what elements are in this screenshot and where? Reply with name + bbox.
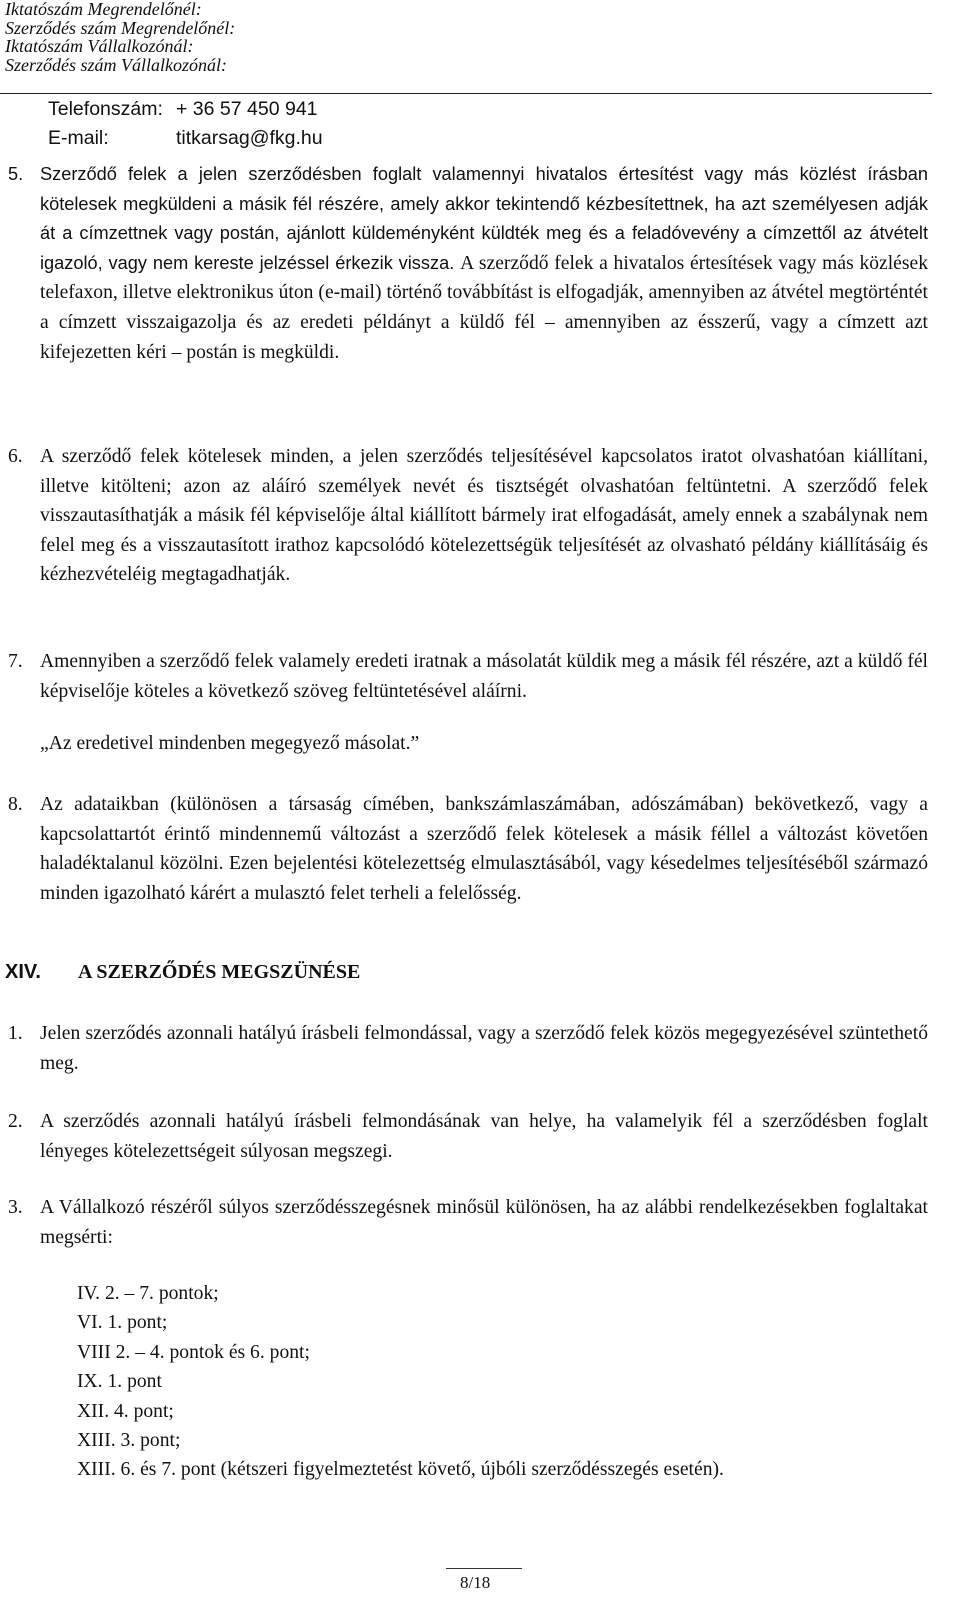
paragraph-7 <box>8 647 928 706</box>
phone-value: + 36 57 450 941 <box>176 98 318 120</box>
email-value[interactable]: titkarsag@fkg.hu <box>176 127 323 149</box>
section-number: XIV. <box>5 961 41 983</box>
item-1 <box>8 1019 928 1078</box>
list-item: VI. 1. pont; <box>77 1312 168 1334</box>
email-label: E-mail: <box>48 127 109 149</box>
paragraph-text: Az adataikban (különösen a társaság címében, bankszámlaszámában, adószámában) bekövetkező, vagy a kapcsolattartót érintő mindennemű változást a szerződő felek kötelesek a másik féllel a változást követően haladéktalanul közölni. Ezen bejelentési kötelezettség elmulasztásából, vagy késedelmes teljesítéséből származó minden igazolható kárért a mulasztó felet terheli a felelősség. <box>40 794 928 904</box>
item-number: 2. <box>8 1111 23 1132</box>
header-divider <box>0 93 932 94</box>
item-2 <box>8 1107 928 1166</box>
paragraph-number: 6. <box>8 446 23 467</box>
paragraph-number: 8. <box>8 794 23 815</box>
item-text: A szerződés azonnali hatályú írásbeli felmondásának van helye, ha valamelyik fél a szerződésben foglalt lényeges kötelezettségeit súlyosan megszegi. <box>40 1111 928 1162</box>
certified-copy-quote: „Az eredetivel mindenben megegyező másolat.” <box>40 733 420 754</box>
section-title: A SZERZŐDÉS MEGSZÜNÉSE <box>78 961 361 983</box>
list-item: XII. 4. pont; <box>77 1400 174 1422</box>
points-list <box>77 1279 724 1485</box>
item-3 <box>8 1193 928 1252</box>
list-item: VIII 2. – 4. pontok és 6. pont; <box>77 1341 310 1363</box>
footer-divider <box>446 1568 522 1569</box>
paragraph-text-sans: Szerződő felek a jelen szerződésben foglalt valamennyi hivatalos értesítést vagy más közlést írásban kötelesek megküldeni a másik fél részére, amely akkor tekintendő kézbesítettnek, ha azt személyesen adják át a címzettnek vagy postán, ajánlott küldeményként küldték meg és a feladóvevény a címzettől az átvételt igazoló, vagy nem kereste jelzéssel érkezik vissza. <box>40 164 928 273</box>
paragraph-8 <box>8 790 928 908</box>
phone-row <box>48 95 323 124</box>
list-item: IV. 2. – 7. pontok; <box>77 1283 219 1304</box>
list-item: XIII. 6. és 7. pont (kétszeri figyelmeztetést követő, újbóli szerződésszegés esetén). <box>77 1459 724 1481</box>
header-line: Szerződés szám Vállalkozónál: <box>5 54 227 75</box>
page-number: 8/18 <box>460 1573 491 1592</box>
phone-label: Telefonszám: <box>48 98 163 120</box>
paragraph-text: A szerződő felek kötelesek minden, a jelen szerződés teljesítésével kapcsolatos iratot olvashatóan kiállítani, illetve kitölteni; azon az aláíró személyek nevét és tisztségét olvashatóan feltüntetni. A szerződő felek visszautasíthatják a másik fél képviselője által kiállított bármely irat elfogadását, amely ennek a szabálynak nem felel meg és a visszautasított irathoz kapcsolódó kötelezettségük teljesítését az olvasható példány kiállításáig és kézhezvételéig megtagadhatják. <box>40 446 928 586</box>
contact-block <box>48 95 323 153</box>
list-item: XIII. 3. pont; <box>77 1430 181 1452</box>
item-text: Jelen szerződés azonnali hatályú írásbeli felmondással, vagy a szerződő felek közös megegyezésével szüntethető meg. <box>40 1023 928 1074</box>
header-line: Iktatószám Megrendelőnél: <box>5 0 202 19</box>
section-heading <box>5 961 361 984</box>
item-text: A Vállalkozó részéről súlyos szerződésszegésnek minősül különösen, ha az alábbi rendelkezésekben foglaltakat megsérti: <box>40 1197 928 1248</box>
item-number: 1. <box>8 1023 23 1044</box>
header-line: Szerződés szám Megrendelőnél: <box>5 17 236 38</box>
paragraph-5 <box>8 160 928 367</box>
paragraph-number: 7. <box>8 651 23 672</box>
paragraph-text-serif: A szerződő felek a hivatalos értesítések vagy más közlések telefaxon, illetve elektronikus úton (e-mail) történő továbbítást is elfogadják, amennyiben az átvétel megtörténtét a címzett visszaigazolja és az eredeti példányt a küldő fél – amennyiben az ésszerű, vagy a címzett azt kifejezetten kéri – postán is megküldi. <box>40 252 928 363</box>
paragraph-text: Amennyiben a szerződő felek valamely eredeti iratnak a másolatát küldik meg a másik fél részére, azt a küldő fél képviselője köteles a következő szöveg feltüntetésével aláírni. <box>40 651 928 702</box>
item-number: 3. <box>8 1197 23 1218</box>
header-line: Iktatószám Vállalkozónál: <box>5 36 194 56</box>
list-item: IX. 1. pont <box>77 1371 162 1393</box>
paragraph-6 <box>8 442 928 590</box>
email-row <box>48 124 323 153</box>
paragraph-number: 5. <box>8 164 24 184</box>
header-block <box>5 0 235 74</box>
